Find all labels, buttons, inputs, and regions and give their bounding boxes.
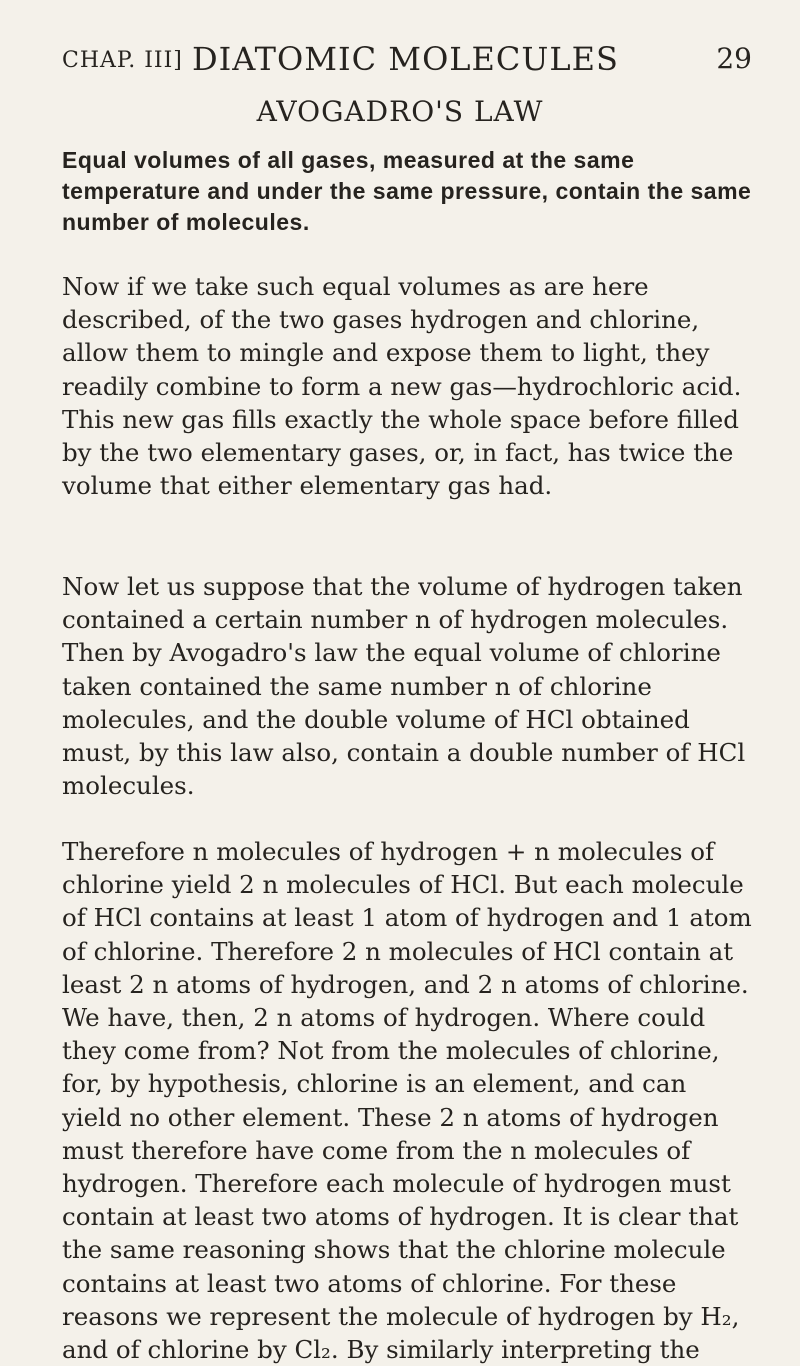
page-number: 29	[716, 42, 752, 75]
running-title: DIATOMIC MOLECULES	[192, 40, 619, 78]
law-statement: Equal volumes of all gases, measured at the same temperature and under the same pressure, contain the same number of molecules.	[62, 147, 752, 235]
chapter-label: CHAP. III]	[62, 48, 183, 73]
paragraph-2: Now let us suppose that the volume of hydrogen taken contained a certain number n of hydrogen molecules. Then by Avogadro's law the equal volume of chlorine taken contained the same number n of chlorine molecules, and the double volume of HCl obtained must, by this law also, contain a double number of HCl molecules.	[62, 572, 746, 801]
page-header	[62, 30, 752, 78]
paragraph-1: Now if we take such equal volumes as are here described, of the two gases hydrogen and chlorine, allow them to mingle and expose them to light, they readily combine to form a new gas—hydrochloric acid. This new gas fills exactly the whole space before filled by the two elementary gases, or, in fact, has twice the volume that either elementary gas had.	[62, 272, 742, 501]
paragraph-3: Therefore n molecules of hydrogen + n molecules of chlorine yield 2 n molecules of HCl. But each molecule of HCl contains at least 1 atom of hydrogen and 1 atom of chlorine. Therefore 2 n molecules of HCl contain at least 2 n atoms of hydrogen, and 2 n atoms of chlorine. We have, then, 2 n atoms of hydrogen. Where could they come from? Not from the molecules of chlorine, for, by hypothesis, chlorine is an element, and can yield no other element. These 2 n atoms of hydrogen must therefore have come from the n molecules of hydrogen. Therefore each molecule of hydrogen must contain at least two atoms of hydrogen. It is clear that the same reasoning shows that the chlorine molecule contains at least two atoms of chlorine. For these reasons we represent the molecule of hydrogen by H₂, and of chlorine by Cl₂. By similarly interpreting the	[62, 837, 752, 1365]
section-title: AVOGADRO'S LAW	[256, 95, 544, 128]
